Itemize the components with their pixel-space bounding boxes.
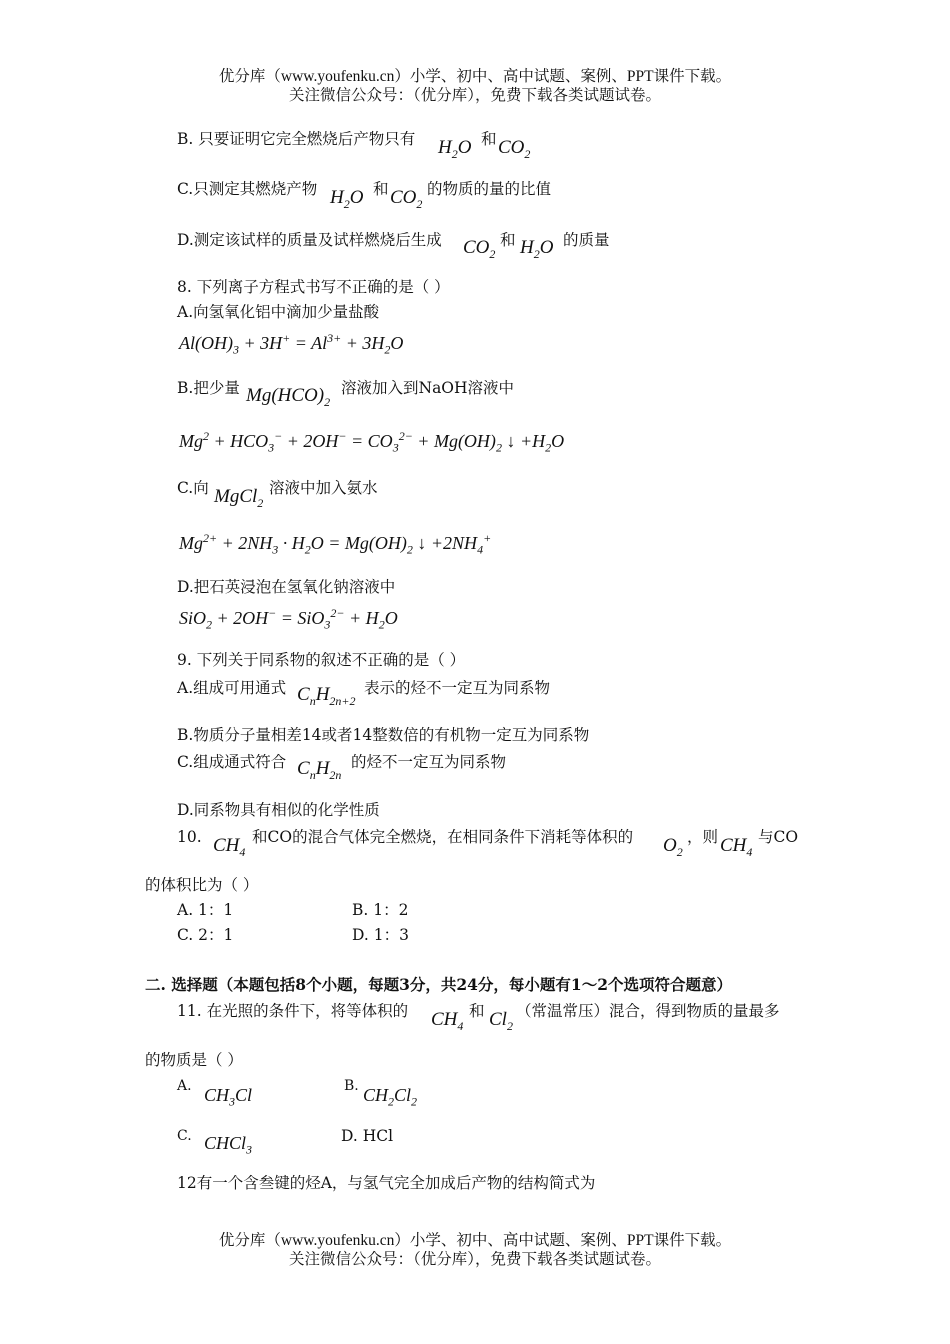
page-header-line-2: 关注微信公众号：（优分库），免费下载各类试题试卷。 [288, 87, 661, 104]
q8-option-c-post: 溶液中加入氨水 [269, 479, 378, 497]
q7-option-c-and: 和 [373, 180, 389, 198]
formula-ch2cl2: $CH_2Cl_2$ [363, 1085, 418, 1109]
q8-option-c-pre: C.向 [177, 479, 209, 497]
q11-option-a-label: A. [177, 1078, 192, 1094]
page-footer-line-1: 优分库（www.youfenku.cn）小学、初中、高中试题、案例、PPT课件下载。 [218, 1232, 732, 1249]
q12-stem: 12有一个含叁键的烃A，与氢气完全加成后产物的结构简式为 [177, 1174, 596, 1192]
formula-mg-hco3-2: $Mg(HCO)_2$ [246, 385, 331, 409]
formula-co2: $CO_2$ [390, 187, 423, 211]
section-2-title: 二. 选择题（本题包括8个小题，每题3分，共24分，每小题有1～2个选项符合题意） [145, 975, 733, 994]
formula-h2o: $H_2O$ [330, 187, 364, 211]
formula-ch4: $CH_4$ [720, 835, 753, 859]
formula-ch4: $CH_4$ [431, 1009, 464, 1033]
q7-option-c-tail: 的物质的量的比值 [427, 180, 552, 198]
q10-stem-line-2: 的体积比为（ ） [145, 876, 259, 894]
q8-option-b-post: 溶液加入到NaOH溶液中 [341, 379, 515, 397]
q8-option-b-pre: B.把少量 [177, 379, 240, 397]
q7-option-d-text: D.测定该试样的质量及试样燃烧后生成 [177, 231, 442, 249]
q8-equation-d: $SiO_2 + 2OH^- = SiO_3^{2-} + H_2O$ [179, 606, 398, 632]
q11-stem-pre: 11. 在光照的条件下，将等体积的 [177, 1002, 409, 1020]
formula-co2: $CO_2$ [498, 137, 531, 161]
q11-option-c-label: C. [177, 1128, 192, 1144]
q7-option-d-and: 和 [500, 231, 516, 249]
q11-option-b-label: B. [344, 1078, 359, 1094]
q9-option-a-post: 表示的烃不一定互为同系物 [364, 679, 551, 697]
formula-o2: $O_2$ [663, 835, 683, 859]
q7-option-d-tail: 的质量 [563, 231, 610, 249]
q9-option-c-post: 的烃不一定互为同系物 [351, 753, 507, 771]
q8-option-d: D.把石英浸泡在氢氧化钠溶液中 [177, 578, 396, 596]
formula-h2o: $H_2O$ [438, 137, 472, 161]
formula-ch4: $CH_4$ [213, 835, 246, 859]
formula-co2: $CO_2$ [463, 237, 496, 261]
q10-stem-then: ，则 [687, 828, 719, 846]
formula-chcl3: CHCl$_3$ [204, 1133, 253, 1157]
q10-stem-mid: 和CO的混合气体完全燃烧，在相同条件下消耗等体积的 [252, 828, 634, 846]
q8-option-a: A.向氢氧化铝中滴加少量盐酸 [177, 303, 380, 321]
formula-mgcl2: MgCl$_2$ [214, 486, 264, 510]
q8-equation-a: $Al(OH)_3 + 3H^+ = Al^{3+} + 3H_2O$ [179, 331, 404, 357]
page-header-line-1: 优分库（www.youfenku.cn）小学、初中、高中试题、案例、PPT课件下载。 [218, 68, 732, 85]
q7-option-b-and: 和 [481, 130, 497, 148]
q9-stem: 9. 下列关于同系物的叙述不正确的是（ ） [177, 651, 466, 669]
q10-number: 10. [177, 828, 202, 846]
q8-equation-c: $Mg^{2+} + 2NH_3 \cdot H_2O = Mg(OH)_2$ ↓ $+2NH_4^+$ [179, 531, 492, 557]
formula-cnh2n2: $C_nH_{2n+2}$ [297, 684, 356, 708]
q11-option-d: D. HCl [341, 1127, 394, 1145]
q10-option-a: A. 1：1 [177, 901, 234, 919]
q8-equation-b: $Mg^2 + HCO_3^- + 2OH^- = CO_3^{2-} + Mg(OH)_2$ ↓ $+H_2O$ [179, 429, 565, 455]
q9-option-c-pre: C.组成通式符合 [177, 753, 287, 771]
q11-stem-line-2: 的物质是（ ） [145, 1051, 243, 1069]
formula-ch3cl: $CH_3Cl$ [204, 1085, 253, 1109]
q7-option-c-text: C.只测定其燃烧产物 [177, 180, 318, 198]
q7-option-b-text: B. 只要证明它完全燃烧后产物只有 [177, 130, 416, 148]
q10-option-c: C. 2：1 [177, 926, 234, 944]
formula-cl2: $Cl_2$ [489, 1009, 513, 1033]
page-footer-line-2: 关注微信公众号：（优分库），免费下载各类试题试卷。 [288, 1251, 661, 1268]
q8-stem: 8. 下列离子方程式书写不正确的是（ ） [177, 278, 450, 296]
q9-option-a-pre: A.组成可用通式 [177, 679, 287, 697]
q11-stem-post: （常温常压）混合，得到物质的量最多 [516, 1002, 780, 1020]
q9-option-b: B.物质分子量相差14或者14整数倍的有机物一定互为同系物 [177, 726, 590, 744]
q11-stem-and: 和 [469, 1002, 485, 1020]
formula-h2o: $H_2O$ [520, 237, 554, 261]
q10-option-b: B. 1：2 [352, 901, 409, 919]
q9-option-d: D.同系物具有相似的化学性质 [177, 801, 380, 819]
q10-stem-end: 与CO [758, 828, 799, 846]
q10-option-d: D. 1：3 [352, 926, 409, 944]
formula-cnh2n: $C_nH_{2n}$ [297, 758, 342, 782]
